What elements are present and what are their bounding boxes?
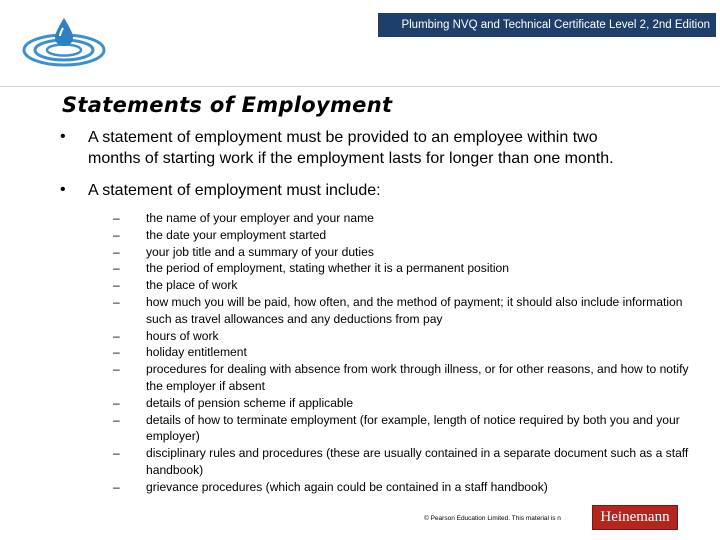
dash: – xyxy=(113,261,120,276)
dash: – xyxy=(113,278,120,293)
list-item xyxy=(113,328,703,345)
list-item xyxy=(113,361,703,395)
bullet-text xyxy=(88,127,708,169)
list-item xyxy=(113,445,703,479)
list-item xyxy=(113,277,703,294)
list-item xyxy=(113,294,703,328)
dash: – xyxy=(113,211,120,225)
publisher-logo: Heinemann xyxy=(592,505,678,530)
water-drop-ripples-icon xyxy=(20,14,108,70)
list-item-text: grievance procedures (which again could be contained in a staff handbook) xyxy=(146,479,548,494)
list-item xyxy=(113,479,703,496)
dash: – xyxy=(113,328,120,343)
list-item-text: hours of work xyxy=(146,328,219,343)
dash: – xyxy=(113,227,120,242)
list-item xyxy=(113,260,703,277)
list-item-text: your job title and a summary of your duties xyxy=(146,244,374,259)
list-item-text: details of how to terminate employment (for example, length of notice required by both you and your employer) xyxy=(146,412,680,444)
list-item-text: the period of employment, stating whether it is a permanent position xyxy=(146,261,510,276)
list-item-text: how much you will be paid, how often, and the method of payment; it should also include information such as travel allowances and any deductions from pay xyxy=(146,294,683,326)
list-item xyxy=(113,412,703,446)
list-item-text: the name of your employer and your name xyxy=(146,211,374,225)
dash: – xyxy=(113,362,120,377)
list-item-text: the date your employment started xyxy=(146,227,327,242)
bullet-line: months of starting work if the employment lasts for longer than one month. xyxy=(88,150,614,167)
dash: – xyxy=(113,345,120,360)
dash: – xyxy=(113,395,120,410)
bullet-line: A statement of employment must be provided to an employee within two xyxy=(88,129,598,146)
list-item-text: holiday entitlement xyxy=(146,345,247,360)
header-divider xyxy=(0,86,720,87)
list-item-text: disciplinary rules and procedures (these are usually contained in a separate document such as a staff handbook) xyxy=(146,446,689,477)
slide-title: Statements of Employment xyxy=(62,93,393,117)
dash: – xyxy=(113,446,120,461)
list-item-text: the place of work xyxy=(146,278,238,293)
list-item xyxy=(113,210,703,227)
list-item xyxy=(113,227,703,244)
include-list xyxy=(113,210,703,496)
course-title-banner xyxy=(378,13,716,37)
bullet-marker: • xyxy=(60,128,66,145)
list-item xyxy=(113,395,703,412)
list-item xyxy=(113,244,703,261)
course-title: Plumbing NVQ and Technical Certificate Level 2, 2nd Edition xyxy=(401,19,710,31)
dash: – xyxy=(113,244,120,259)
dash: – xyxy=(113,412,120,427)
dash: – xyxy=(113,479,120,494)
list-item xyxy=(113,344,703,361)
list-item-text: procedures for dealing with absence from work through illness, or for other reasons, and how to notify the employer if absent xyxy=(146,362,689,393)
copyright-notice: © Pearson Education Limited. This material is n xyxy=(424,515,561,522)
bullet-text: A statement of employment must include: xyxy=(88,182,381,199)
list-item-text: details of pension scheme if applicable xyxy=(146,395,354,410)
dash: – xyxy=(113,294,120,309)
bullet-marker: • xyxy=(60,181,66,198)
